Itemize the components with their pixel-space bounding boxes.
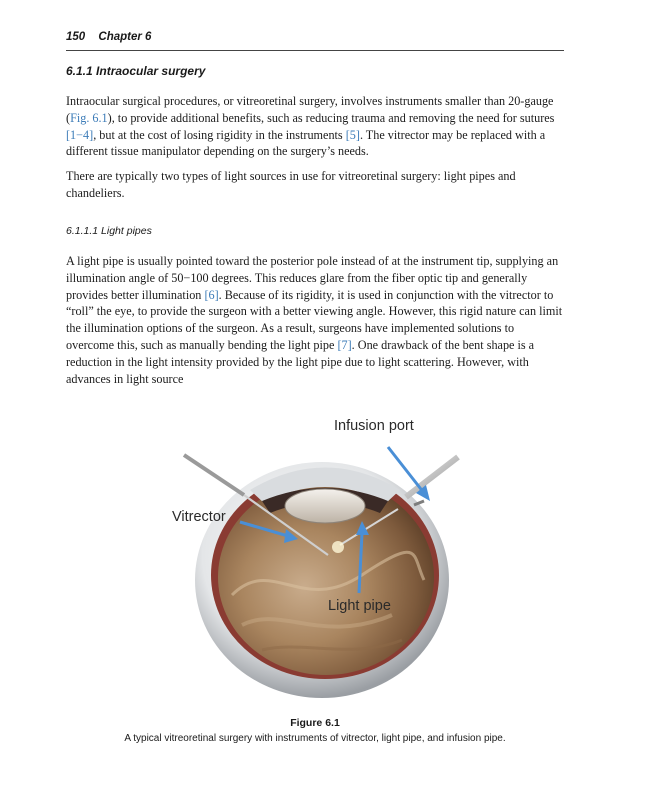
text-run: , but at the cost of losing rigidity in the instruments	[93, 127, 346, 142]
light-glow	[332, 541, 344, 553]
subsection-number: 6.1.1.1	[66, 225, 99, 237]
page-number: 150	[66, 31, 86, 43]
text-run: ), to provide additional benefits, such as reducing trauma and removing the need for sutures	[107, 110, 555, 125]
label-infusion-port: Infusion port	[334, 418, 414, 434]
figure-link[interactable]: Fig. 6.1	[70, 110, 108, 125]
label-vitrector: Vitrector	[172, 509, 226, 525]
header-rule	[66, 50, 564, 51]
running-header	[66, 31, 564, 49]
text-run: Intraocular surgical procedures, or vitreoretinal surgery, involves instruments smaller than 20-gauge (	[66, 94, 554, 125]
section-heading	[66, 64, 205, 78]
section-title: Intraocular surgery	[96, 64, 206, 78]
vitrector-instrument	[184, 455, 244, 495]
figure-caption-text: A typical vitreoretinal surgery with instruments of vitrector, light pipe, and infusion pipe.	[124, 733, 506, 744]
text-run: . The vitrector may be replaced with a different tissue manipulator depending on the surgery’s needs.	[66, 127, 546, 159]
infusion-port-instrument	[406, 457, 458, 497]
label-light-pipe: Light pipe	[328, 598, 391, 614]
paragraph-3	[66, 253, 564, 387]
citation-link[interactable]: [7]	[337, 337, 352, 352]
paragraph-1	[66, 93, 564, 160]
paragraph-2: There are typically two types of light sources in use for vitreoretinal surgery: light pipes and chandeliers.	[66, 169, 516, 200]
figure-6-1	[162, 405, 472, 705]
citation-link[interactable]: [5]	[345, 127, 360, 142]
figure-caption-title: Figure 6.1	[290, 717, 340, 729]
lens-shape	[285, 489, 365, 523]
section-number: 6.1.1	[66, 64, 93, 78]
subsection-title: Light pipes	[101, 225, 152, 237]
citation-link[interactable]: [6]	[204, 287, 219, 302]
text-run: A light pipe is usually pointed toward the posterior pole instead of at the instrument tip, supplying an illumination angle of 50−100 degrees. This reduces glare from the fiber optic tip and generally provides better illumination	[66, 254, 559, 302]
subsection-heading	[66, 225, 152, 237]
chapter-title: Chapter 6	[98, 31, 152, 43]
text-run: . Because of its rigidity, it is used in conjunction with the vitrector to “roll” the eye, to provide the surgeon with a better viewing angle. However, this rigid nature can limit the illumination options of the surgeon. As a result, surgeons have implemented solutions to overcome this, such as manually bending the light pipe	[66, 287, 563, 352]
eye-surgery-illustration	[162, 405, 472, 705]
citation-link[interactable]: [1−4]	[66, 127, 94, 142]
text-run: . One drawback of the bent shape is a reduction in the light intensity provided by the light pipe due to light scattering. However, with advances in light source	[66, 337, 535, 386]
